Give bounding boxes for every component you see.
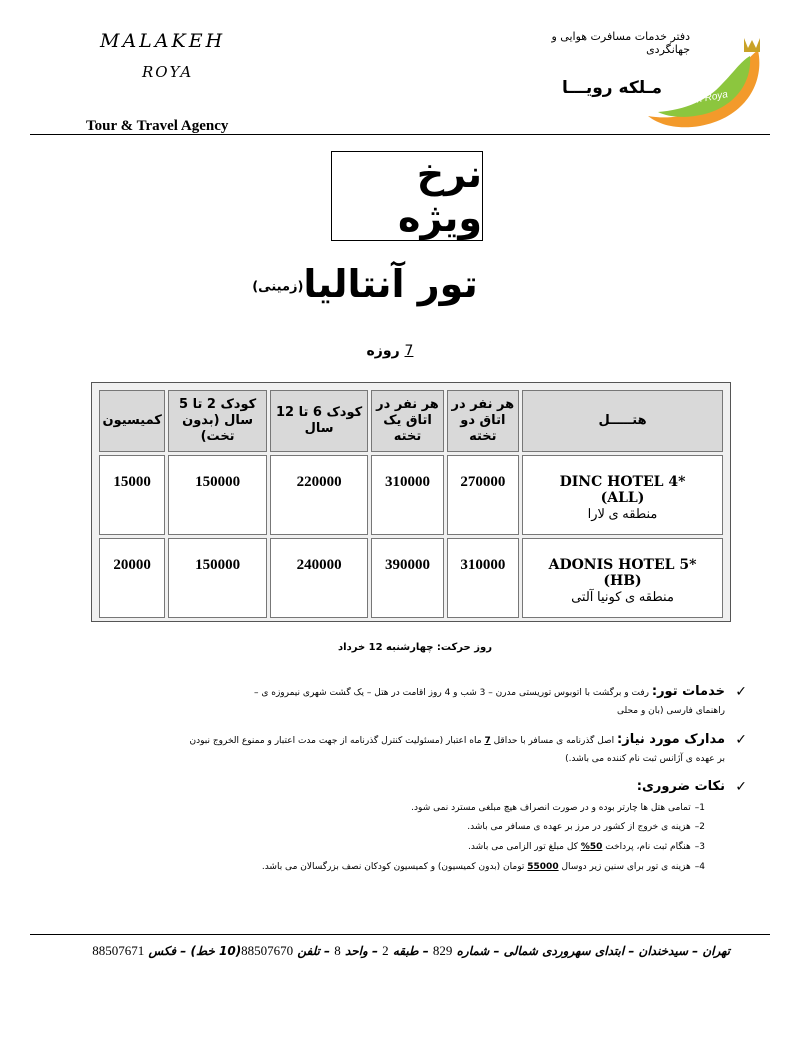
services-note	[180, 680, 747, 720]
price-commission: 15000	[99, 455, 165, 535]
documents-title: مدارک مورد نیاز:	[617, 731, 725, 747]
hotel-board: (HB)	[603, 573, 642, 589]
tour-duration	[350, 343, 430, 359]
duration-word: روزه	[366, 343, 400, 359]
brand-name-english	[100, 30, 260, 81]
footer-tel-label: – تلفن	[297, 944, 331, 958]
hotel-cell	[522, 455, 723, 535]
price-child-2-5: 150000	[168, 538, 266, 618]
agency-name: مـلکه رویـــا	[562, 78, 662, 98]
checkmark-icon: ✓	[735, 779, 747, 796]
footer-tel: 88507670	[241, 943, 294, 958]
departure-date: روز حرکت: چهارشنبه 12 خرداد	[338, 642, 492, 653]
important-title: نکات ضروری:	[636, 779, 725, 795]
list-item: 4–هزینه ی تور برای سنین زیر دوسال 55000 تومان (بدون کمیسیون) و کمیسیون کودکان نصف بزرگسالان می باشد.	[261, 861, 705, 872]
documents-text-a: اصل گذرنامه ی مسافر با حداقل	[493, 735, 615, 746]
col-header-child-6-12: کودک 6 تا 12 سال	[270, 390, 368, 452]
list-item: 1–تمامی هتل ها چارتر بوده و در صورت انصراف هیچ مبلغی مسترد نمی شود.	[411, 802, 705, 813]
hotel-area: منطقه ی لارا	[587, 506, 658, 521]
price-commission: 20000	[99, 538, 165, 618]
price-double: 270000	[447, 455, 519, 535]
price-single: 390000	[371, 538, 443, 618]
logo-crown-icon	[744, 38, 760, 52]
footer-address: تهران – سیدخندان – ابتدای سهروردی شمالی – شماره	[456, 944, 730, 958]
agency-subtitle: دفتر خدمات مسافرت هوایی و جهانگردی	[551, 30, 690, 56]
hotel-name: DINC HOTEL 4*	[559, 474, 686, 490]
checkmark-icon: ✓	[735, 684, 747, 700]
documents-months: 7	[484, 735, 491, 746]
logo-orange-swoosh	[648, 50, 759, 127]
footer-floor-label: – طبقه	[392, 944, 429, 958]
footer-unit-label: – واحد	[344, 944, 378, 958]
col-header-hotel: هتـــــل	[522, 390, 723, 452]
brand-line-2: ROYA	[142, 63, 194, 81]
footer-fax-label: – فکس	[148, 944, 187, 958]
price-table	[96, 387, 726, 621]
footer-divider	[30, 934, 770, 935]
duration-number: 7	[404, 343, 414, 359]
logo-text: Malakeh Roya	[663, 89, 729, 112]
footer-fax: 88507671	[92, 943, 145, 958]
list-item: 3–هنگام ثبت نام، پرداخت 50% کل مبلغ تور الزامی می باشد.	[468, 842, 705, 853]
hotel-name: ADONIS HOTEL 5*	[548, 557, 697, 573]
price-child-6-12: 220000	[270, 455, 368, 535]
hotel-area: منطقه ی کونیا آلتی	[571, 589, 674, 604]
table-row	[99, 455, 723, 535]
brand-line-1: MALAKEH	[100, 30, 226, 52]
footer-number: 829	[432, 943, 453, 958]
documents-note	[180, 728, 747, 768]
col-header-commission: کمیسیون	[99, 390, 165, 452]
special-rate-box: نرخ ویژه	[331, 151, 483, 241]
agency-tagline: Tour & Travel Agency	[86, 118, 229, 134]
list-item: 2–هزینه ی خروج از کشور در مرز بر عهده ی مسافر می باشد.	[467, 822, 705, 833]
services-text: رفت و برگشت با اتوبوس توریستی مدرن – 3 شب و 4 روز اقامت در هتل – یک گشت شهری نیمروزه ی –	[253, 688, 649, 698]
col-header-double: هر نفر در اتاق دو تخته	[447, 390, 519, 452]
table-row	[99, 538, 723, 618]
hotel-board: (ALL)	[600, 490, 645, 506]
col-header-single: هر نفر در اتاق یک تخته	[371, 390, 443, 452]
table-header-row	[99, 390, 723, 452]
documents-text-2: بر عهده ی آژانس ثبت نام کننده می باشد.)	[565, 753, 725, 764]
services-text-2: راهنمای فارسی (بان و محلی	[617, 706, 725, 717]
tour-title-main: تور آنتالیا	[303, 262, 478, 306]
price-table-frame	[91, 382, 731, 622]
tour-title-tag: (زمینی)	[252, 279, 304, 295]
checkmark-icon: ✓	[735, 731, 747, 748]
price-child-2-5: 150000	[168, 455, 266, 535]
documents-text-b: ماه اعتبار (مسئولیت کنترل گذرنامه از جهت مدت اعتبار و ممنوع الخروج نبودن	[189, 735, 482, 746]
price-double: 310000	[447, 538, 519, 618]
agency-logo	[640, 28, 770, 134]
footer-unit: 8	[334, 943, 341, 958]
hotel-cell	[522, 538, 723, 618]
header-divider	[30, 134, 770, 135]
footer-lines: (10 خط)	[190, 944, 242, 958]
services-title: خدمات تور:	[651, 684, 725, 699]
notes-section	[180, 680, 747, 886]
footer-contact	[80, 943, 730, 959]
footer-floor: 2	[382, 943, 389, 958]
price-single: 310000	[371, 455, 443, 535]
col-header-child-2-5: کودک 2 تا 5 سال (بدون تخت)	[168, 390, 266, 452]
important-note	[180, 775, 747, 878]
rules-list	[180, 799, 705, 878]
tour-title	[240, 262, 490, 306]
price-child-6-12: 240000	[270, 538, 368, 618]
